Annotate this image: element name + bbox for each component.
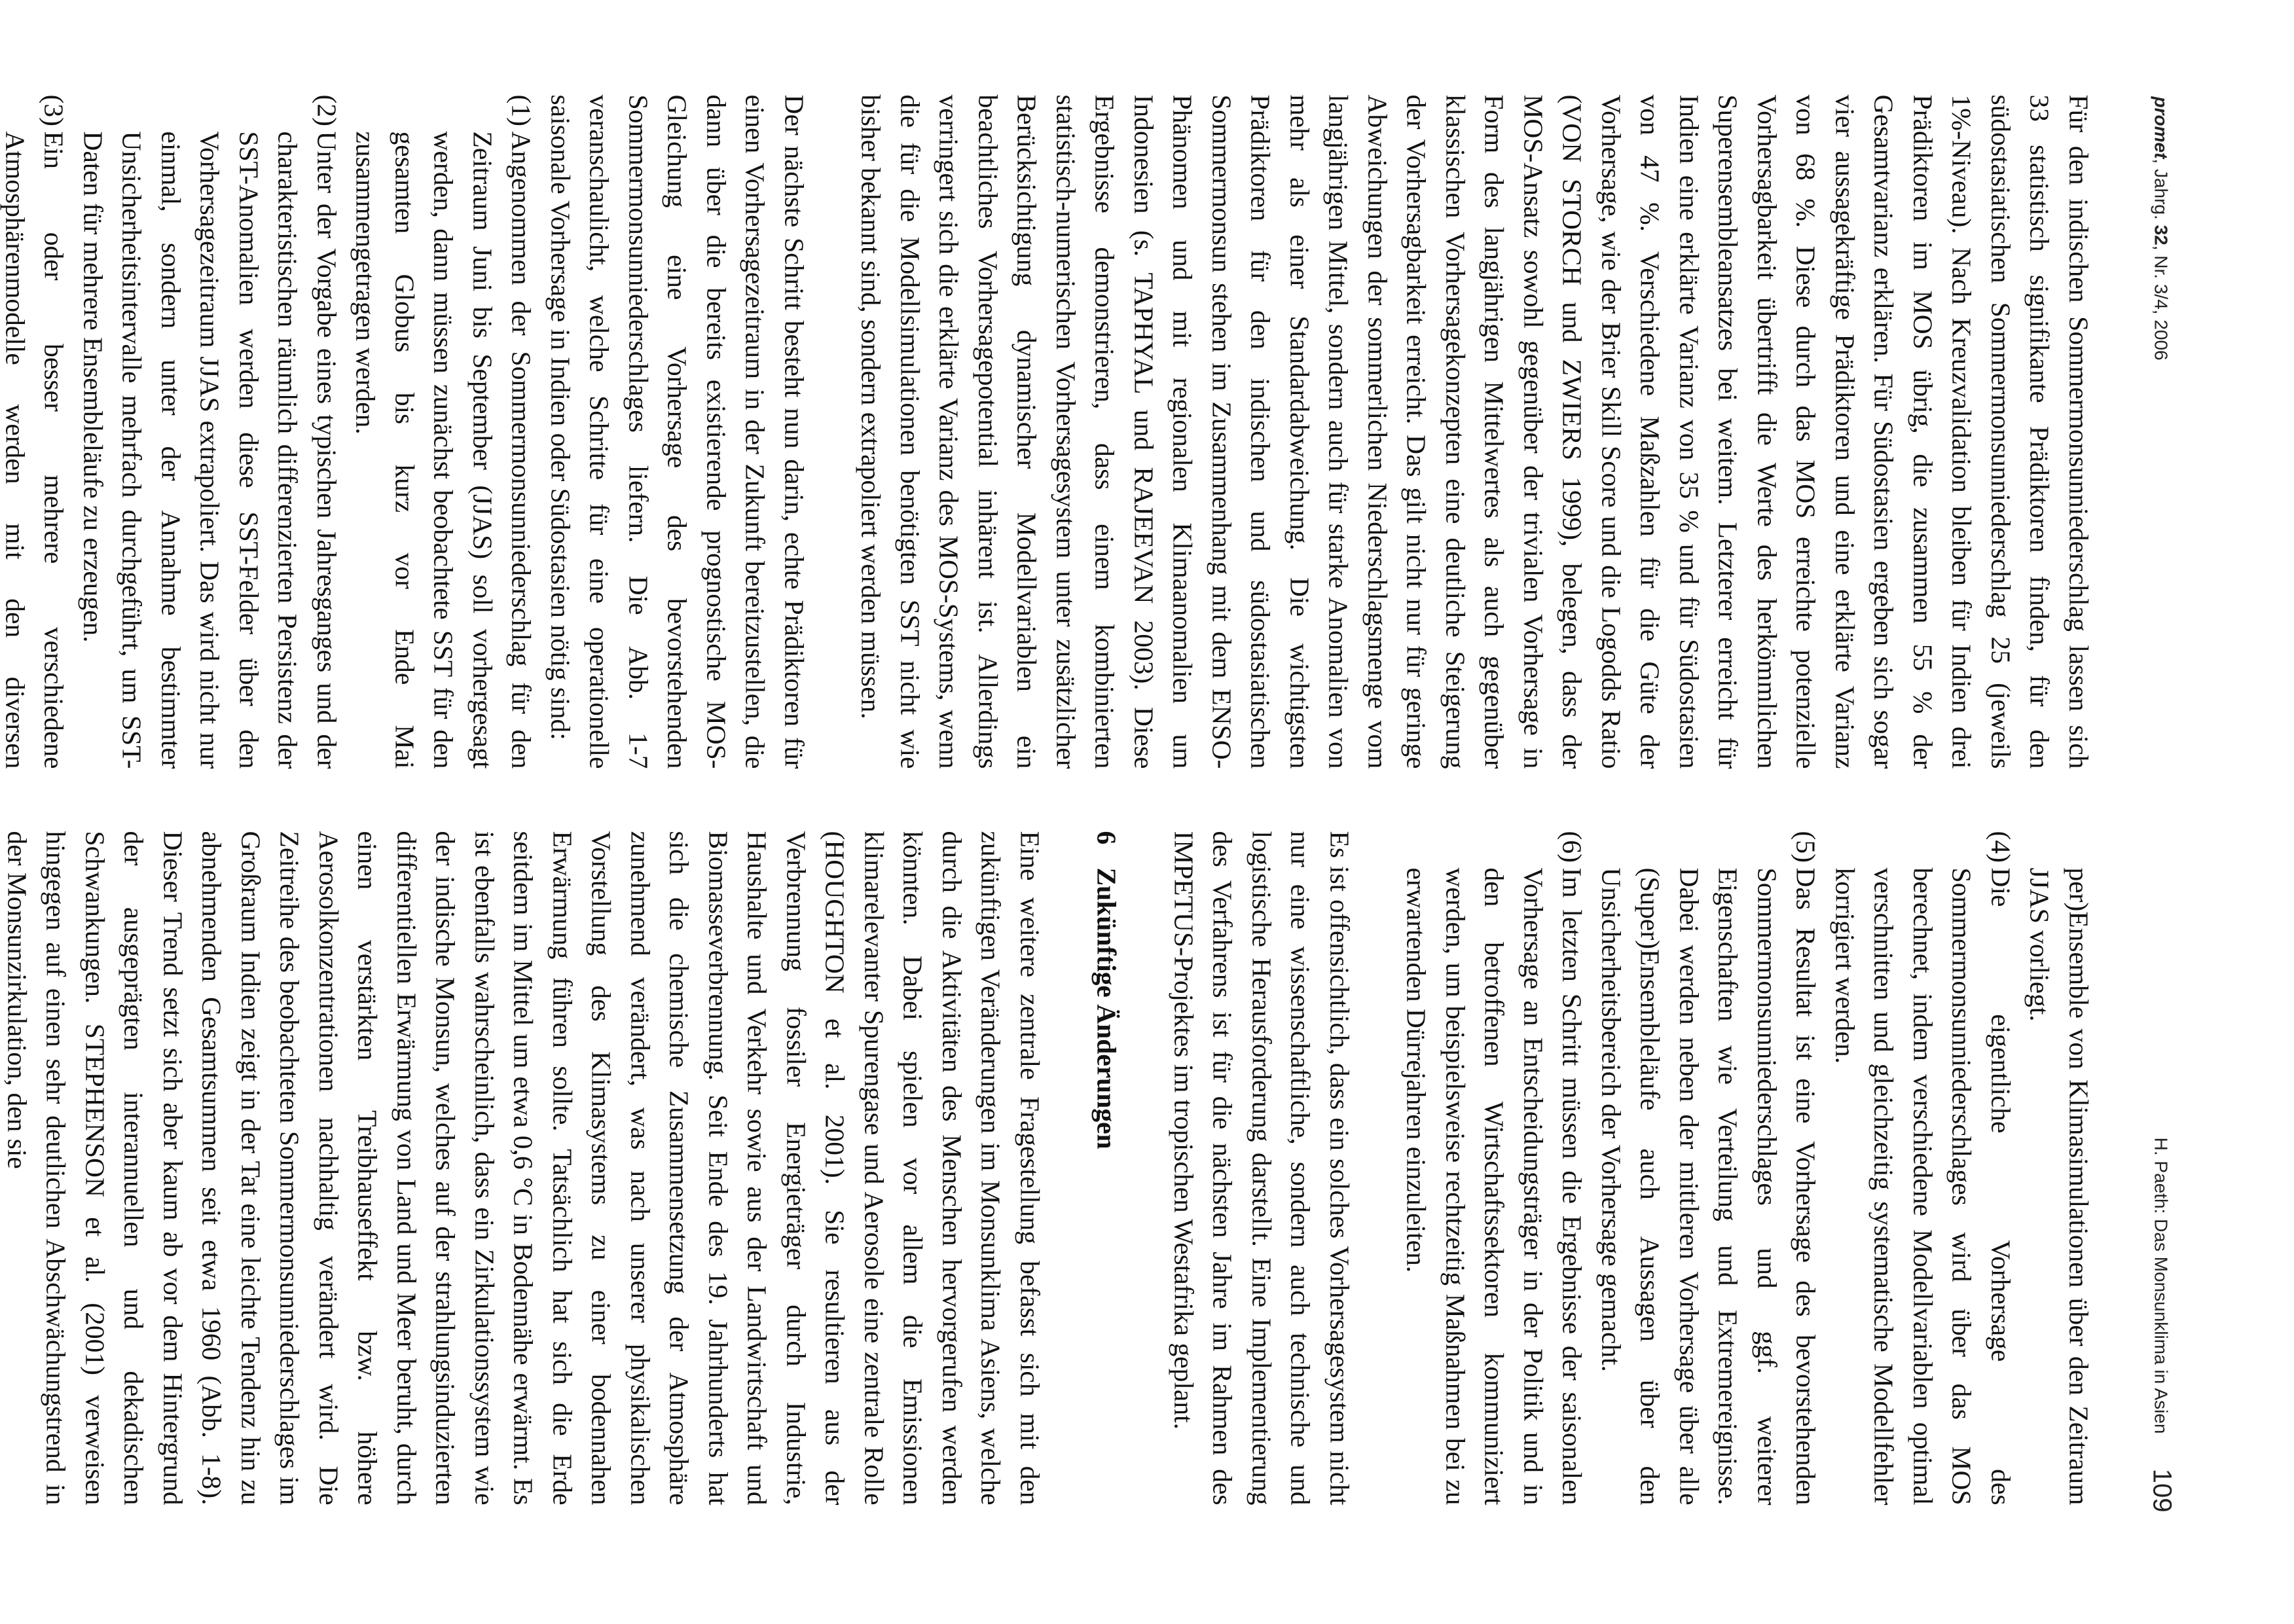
list-text: Angenommen der Sommermonsunniederschlag für den Zeitraum Juni bis September (JJAS) soll vorhergesagt werden, dann müssen zunächst beobachtete SST für den gesamten Globus bis kurz vor Ende Mai zusammengetragen werden.: [351, 131, 537, 769]
page-number: 109: [2147, 1468, 2177, 1513]
list-item: [1592, 831, 1825, 1506]
list-item: [346, 95, 541, 769]
journal-name: promet: [2151, 96, 2172, 159]
paragraph: Eine weitere zentrale Fragestellung befasst sich mit den zukünftigen Veränderungen im Monsunklima Asiens, welche durch die Aktivitäten des Menschen hervorgerufen werden könnten. Dabei spielen vor allem die Emissionen klimarelevanter Spurengase und Aerosole eine zentrale Rolle (HOUGHTON et al. 2001). Sie resultieren aus der Verbrennung fossiler Energieträger durch Industrie, Haushalte und Verkehr sowie aus der Landwirtschaft und Biomasseverbrennung. Seit Ende des 19. Jahrhunderts hat sich die chemische Zusammensetzung der Atmosphäre zunehmend verändert, was nach unserer physikalischen Vorstellung des Klimasystems zu einer bodennahen Erwärmung führen sollte. Tatsächlich hat sich die Erde seitdem im Mittel um etwa 0,6 °C in Bodennähe erwärmt. Es ist ebenfalls wahrscheinlich, dass ein Zirkulationssystem wie der indische Monsun, welches auf der strahlungsinduzierten differentiellen Erwärmung von Land und Meer beruht, durch einen verstärkten Treibhauseffekt bzw. höhere Aerosolkonzentrationen nachhaltig verändert wird. Die Zeitreihe des beobachteten Sommermonsunniederschlages im Großraum Indien zeigt in der Tat eine leichte Tendenz hin zu abnehmenden Gesamtsummen seit etwa 1960 (Abb. 1-8). Dieser Trend setzt sich aber kaum ab vor dem Hintergrund der ausgeprägten interannuellen und dekadischen Schwankungen. STEPHENSON et al. (2001) verweisen hingegen auf einen sehr deutlichen Abschwächungstrend in der Monsunzirkulation, den sie: [2, 831, 1046, 1506]
list-text: Ein oder besser mehrere verschiedene Atmosphärenmodelle werden mit den diversen: [0, 131, 69, 769]
section-heading: [1087, 831, 1127, 1506]
list-number: (5): [1791, 831, 1821, 863]
right-column: [2, 831, 2098, 1506]
list-number: (1): [507, 94, 537, 126]
paragraph: Für den indischen Sommermonsunniederschlag lassen sich 33 statistisch signifikante Prädiktoren finden, für den südostasiatischen Sommermonsunniederschlag 25 (jeweils 1%-Niveau). Nach Kreuzvalidation bleiben für Indien drei Prädiktoren im MOS übrig, die zusammen 55 % der Gesamtvarianz erklären. Für Südostasien ergeben sich sogar vier aussagekräftige Prädiktoren und eine erklärte Varianz von 68 %. Diese durch das MOS erreichte potenzielle Vorhersagbarkeit übertrifft die Werte des herkömmlichen Superensembleansatzes bei weitem. Letzterer erreicht für Indien eine erklärte Varianz von 35 % und für Südostasien von 47 %. Verschiedene Maßzahlen für die Güte der Vorhersage, wie der Brier Skill Score und die Logodds Ratio (VON STORCH und ZWIERS 1999), belegen, dass der MOS-Ansatz sowohl gegenüber der trivialen Vorhersage in Form des langjährigen Mittelwertes als auch gegenüber klassischen Vorhersagekonzepten eine deutliche Steigerung der Vorhersagbarkeit erreicht. Das gilt nicht nur für geringe Abweichungen der sommerlichen Niederschlagsmenge vom langjährigen Mittel, sondern auch für starke Anomalien von mehr als einer Standardabweichung. Die wichtigsten Prädiktoren für den indischen und südostasiatischen Sommermonsun stehen im Zusammenhang mit dem ENSO-Phänomen und mit regionalen Klimaanomalien um Indonesien (s. TAPHYAL und RAJEEVAN 2003). Diese Ergebnisse demonstrieren, dass einem kombinierten statistisch-numerischen Vorhersagesystem unter zusätzlicher Berücksichtigung dynamischer Modellvariablen ein beachtliches Vorhersagepotential inhärent ist. Allerdings verringert sich die erklärte Varianz des MOS-Systems, wenn die für die Modellsimulationen benötigten SST nicht wie bisher bekannt sind, sondern extrapoliert werden müssen.: [856, 94, 2094, 769]
list-number: (4): [1986, 831, 2016, 863]
journal-citation: [2151, 97, 2172, 361]
list-item: [2020, 831, 2098, 1506]
volume-number: 32: [2151, 225, 2172, 245]
left-column: [0, 94, 2098, 769]
list-number: (3): [39, 94, 69, 126]
journal-info: , Jahrg.: [2151, 158, 2172, 225]
list-text: Die eigentliche Vorhersage des Sommermonsunniederschlages wird über das MOS berechnet, indem verschiedene Modellvariablen optimal verschnitten und gleichzeitig systematische Modellfehler korrigiert werden.: [1830, 867, 2016, 1506]
list-text: per)Ensemble von Klimasimulationen über den Zeitraum JJAS vorliegt.: [2025, 867, 2094, 1506]
list-text: Das Resultat ist eine Vorhersage des bevorstehenden Sommermonsunniederschlages und ggf. weiterer Eigenschaften wie Verteilung und Extremereignisse. Dabei werden neben der mittleren Vorhersage über alle (Super)Ensembleläufe auch Aussagen über den Unsicherheitsbereich der Vorhersage gemacht.: [1596, 867, 1821, 1506]
document-page: [1, 0, 2294, 1624]
list-number: (2): [312, 94, 342, 126]
list-number: (6): [1557, 831, 1588, 863]
list-item: [73, 95, 346, 769]
list-text: Unter der Vorgabe eines typischen Jahresganges und der charakteristischen räumlich differenzierten Persistenz der SST-Anomalien werden diese SST-Felder über den Vorhersagezeitraum JJAS extrapoliert. Das wird nicht nur einmal, sondern unter der Annahme bestimmter Unsicherheitsintervalle mehrfach durchgeführt, um SST-Daten für mehrere Ensembleläufe zu erzeugen.: [78, 131, 342, 769]
list-item: [0, 95, 73, 769]
step-list: [0, 95, 541, 769]
paragraph: Der nächste Schritt besteht nun darin, echte Prädiktoren für einen Vorhersagezeitraum in der Zukunft bereitzustellen, die dann über die bereits existierende prognostische MOS-Gleichung eine Vorhersage des bevorstehenden Sommermonsunniederschlages liefern. Die Abb. 1-7 veranschaulicht, welche Schritte für eine operationelle saisonale Vorhersage in Indien oder Südostasien nötig sind:: [545, 94, 810, 769]
section-number: 6: [1092, 831, 1122, 845]
issue-info: , Nr. 3/4, 2006: [2151, 245, 2172, 361]
paragraph: Es ist offensichtlich, dass ein solches Vorhersagesystem nicht nur eine wissenschaftliche, sondern auch technische und logistische Herausforderung darstellt. Eine Implementierung des Verfahrens ist für die nächsten Jahre im Rahmen des IMPETUS-Projektes im tropischen Westafrika geplant.: [1169, 831, 1355, 1506]
list-item: [1397, 831, 1592, 1506]
list-item: [1825, 831, 2020, 1506]
running-header: [2138, 97, 2177, 1513]
section-title: Zukünftige Änderungen: [1092, 867, 1122, 1149]
author-title: H. Paeth: Das Monsunklima in Asien: [2151, 1137, 2172, 1434]
step-list-continued: [1397, 831, 2098, 1506]
list-text: Im letzten Schritt müssen die Ergebnisse der saisonalen Vorhersage an Entscheidungsträger in der Politik und in den betroffenen Wirtschaftssektoren kommuniziert werden, um beispielsweise rechtzeitig Maßnahmen bei zu erwartenden Dürrejahren einzuleiten.: [1402, 867, 1588, 1506]
